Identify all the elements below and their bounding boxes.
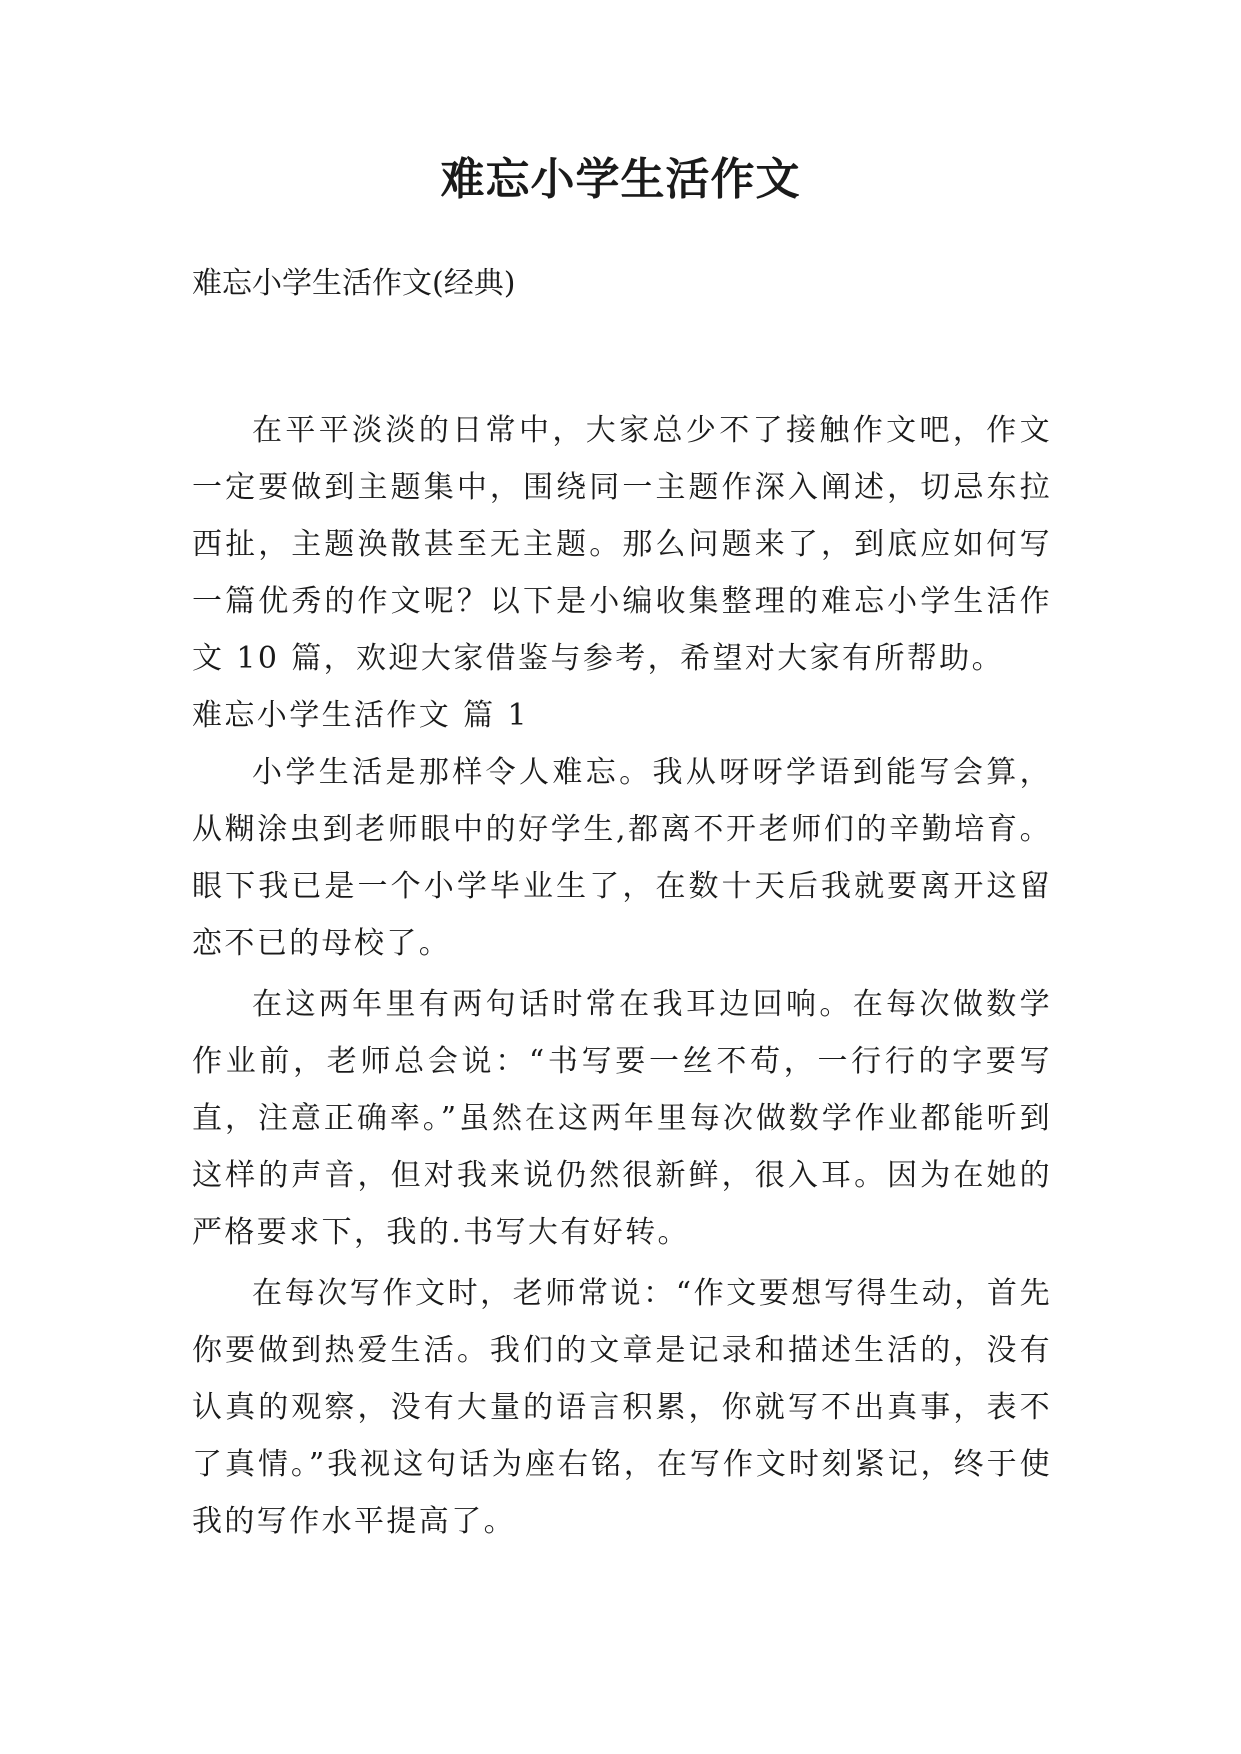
document-title: 难忘小学生活作文	[440, 154, 801, 205]
body-paragraph-3: 在每次写作文时，老师常说：“作文要想写得生动，首先你要做到热爱生活。我们的文章是记录和描述生活的，没有认真的观察，没有大量的语言积累，你就写不出真事，表不了真情。”我视这句话为座右铭，在写作文时刻紧记，终于使我的写作水平提高了。	[192, 1276, 1052, 1539]
document-subtitle: 难忘小学生活作文(经典)	[192, 266, 516, 301]
intro-paragraph: 在平平淡淡的日常中，大家总少不了接触作文吧，作文一定要做到主题集中，围绕同一主题作深入阐述，切忌东拉西扯，主题涣散甚至无主题。那么问题来了，到底应如何写一篇优秀的作文呢？以下是小编收集整理的难忘小学生活作文 10 篇，欢迎大家借鉴与参考，希望对大家有所帮助。	[192, 413, 1052, 676]
section-heading: 难忘小学生活作文 篇 1	[192, 698, 529, 733]
body-paragraph-1: 小学生活是那样令人难忘。我从呀呀学语到能写会算，从糊涂虫到老师眼中的好学生,都离不开老师们的辛勤培育。眼下我已是一个小学毕业生了，在数十天后我就要离开这留恋不已的母校了。	[192, 755, 1052, 961]
body-paragraph-2: 在这两年里有两句话时常在我耳边回响。在每次做数学作业前，老师总会说：“书写要一丝不苟，一行行的字要写直，注意正确率。”虽然在这两年里每次做数学作业都能听到这样的声音，但对我来说仍然很新鲜，很入耳。因为在她的严格要求下，我的.书写大有好转。	[192, 987, 1052, 1250]
document-body	[192, 402, 1052, 1550]
